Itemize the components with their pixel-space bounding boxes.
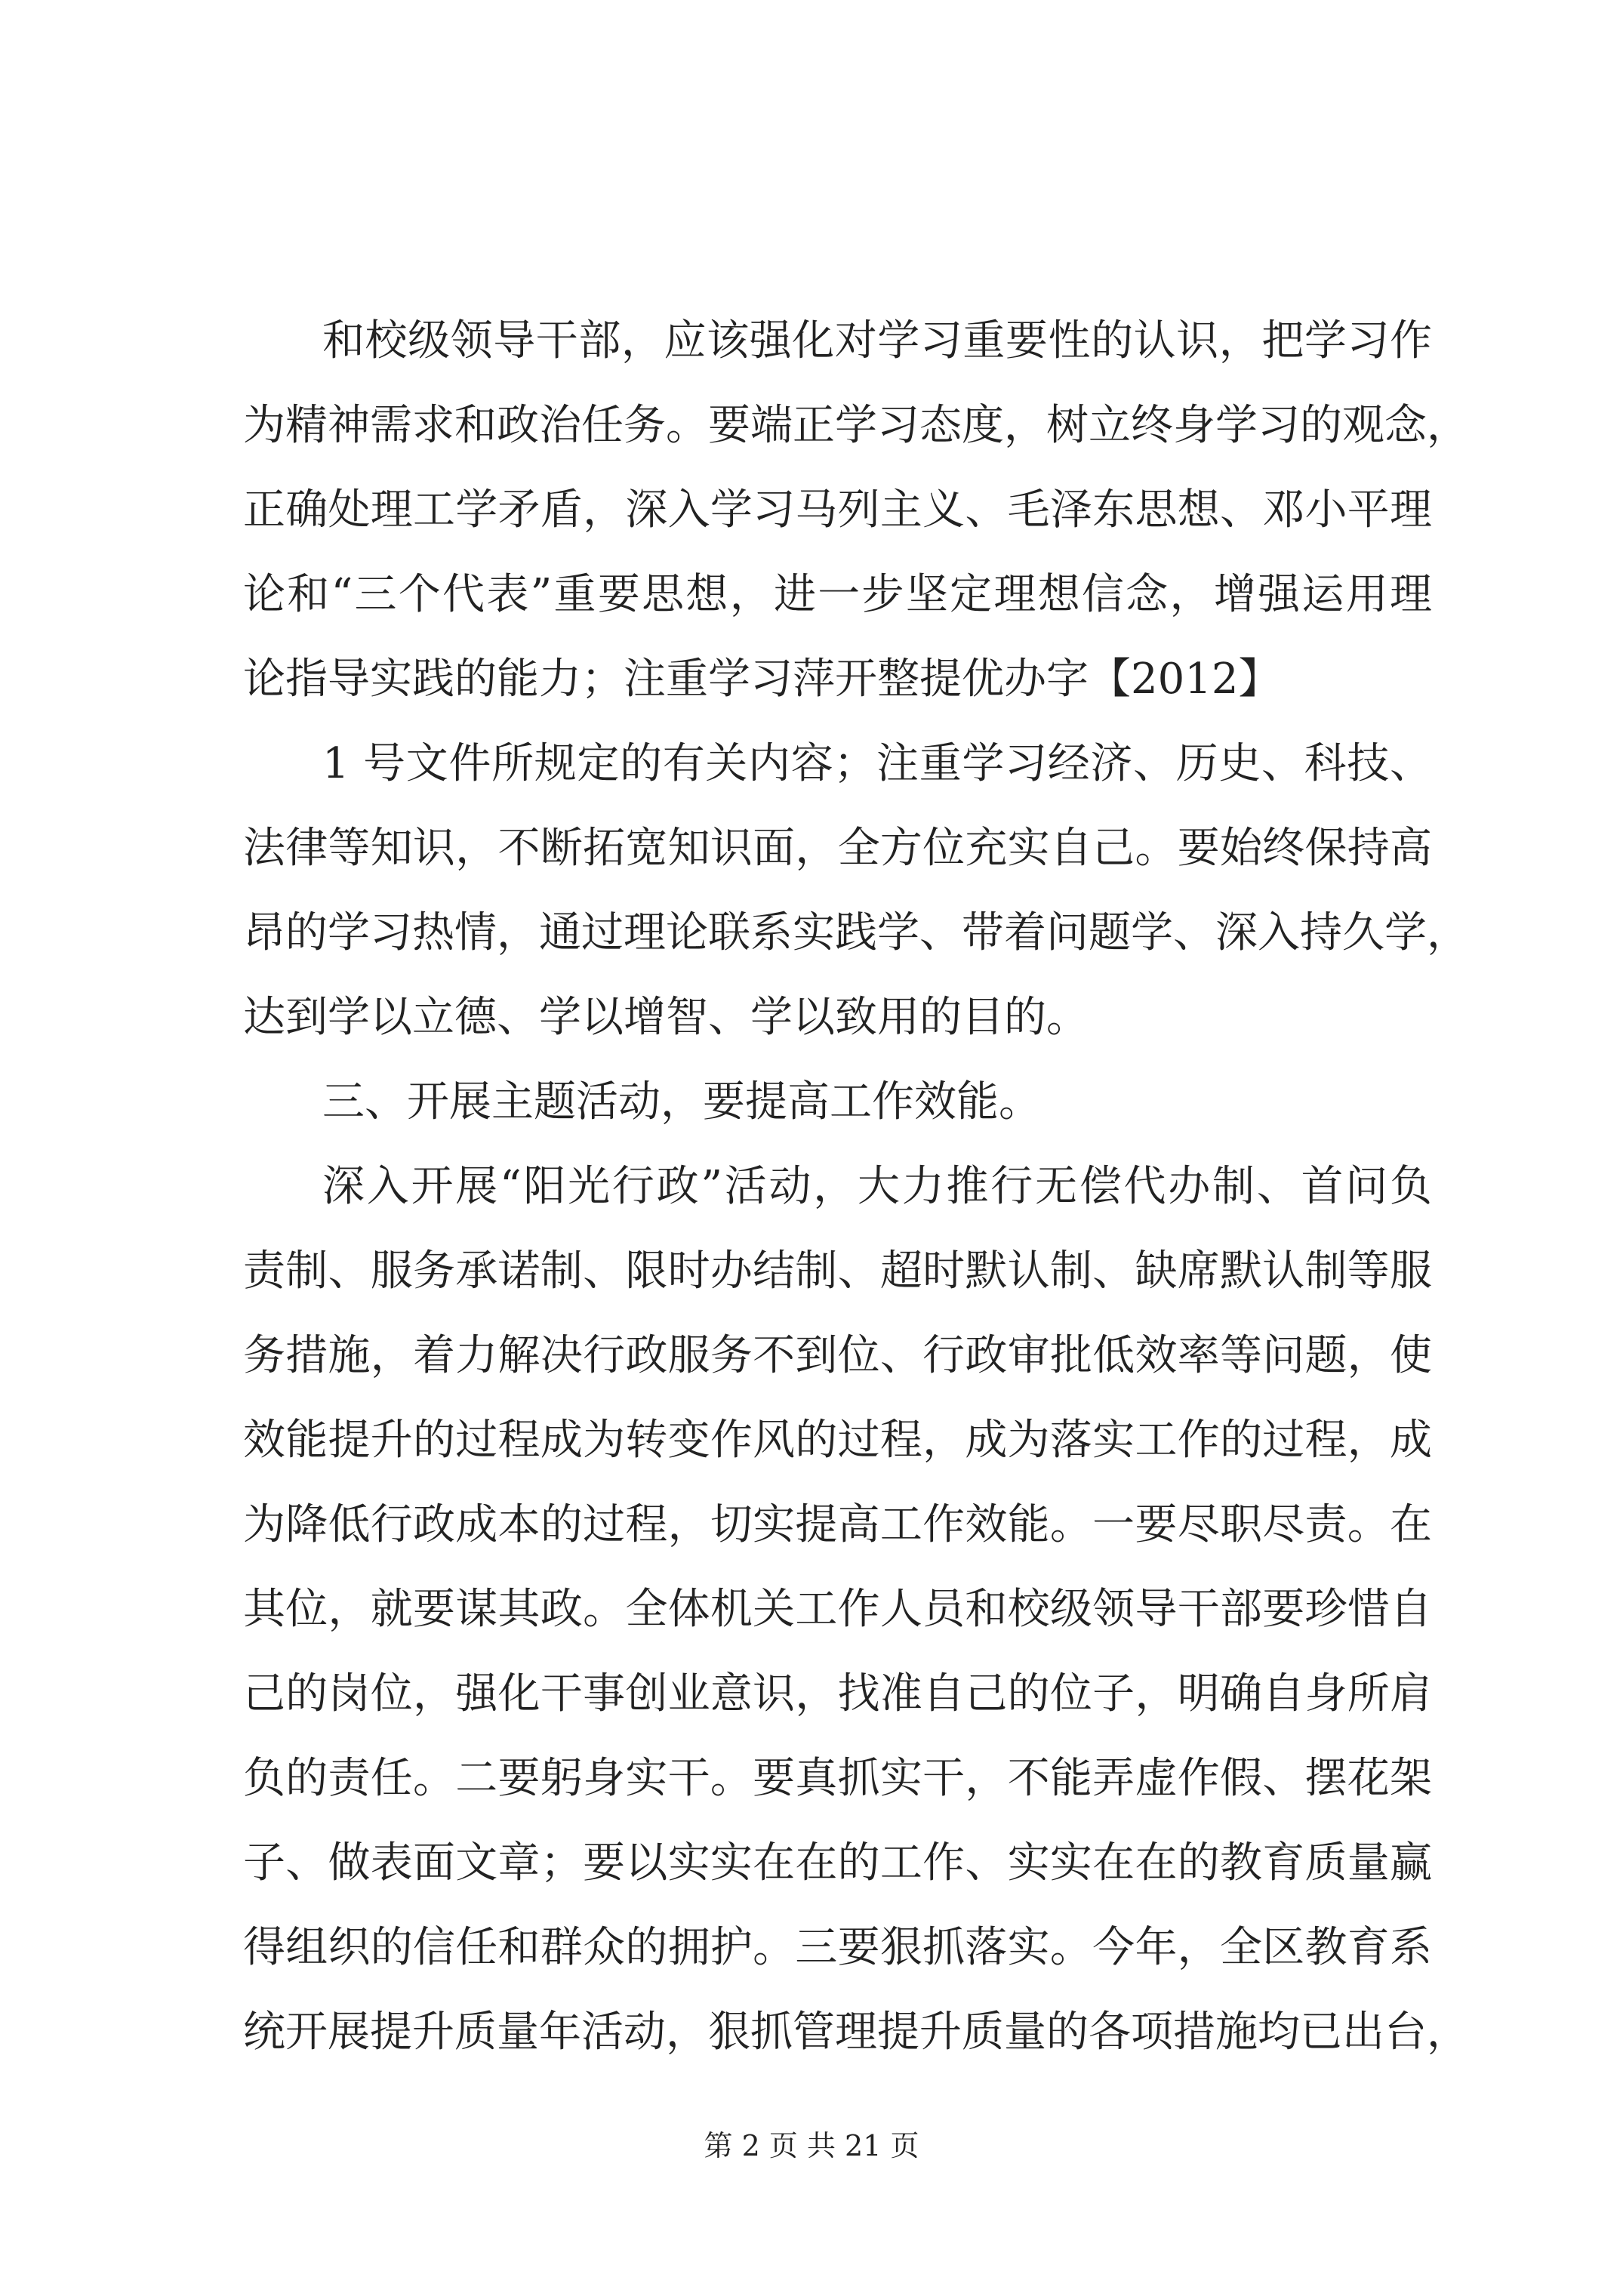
text-line: 论指导实践的能力；注重学习萍开整提优办字【2012】 bbox=[243, 655, 1281, 704]
text-line: 负的责任。二要躬身实干。要真抓实干，不能弄虚作假、摆花架 bbox=[243, 1754, 1432, 1803]
text-line: 效能提升的过程成为转变作风的过程，成为落实工作的过程，成 bbox=[243, 1416, 1432, 1465]
text-line: 得组织的信任和群众的拥护。三要狠抓落实。今年，全区教育系 bbox=[243, 1923, 1432, 1972]
text-line: 和校级领导干部，应该强化对学习重要性的认识，把学习作 bbox=[322, 316, 1432, 365]
text-line: 为降低行政成本的过程，切实提高工作效能。一要尽职尽责。在 bbox=[243, 1500, 1432, 1549]
text-line: 子、做表面文章；要以实实在在的工作、实实在在的教育质量赢 bbox=[243, 1838, 1432, 1888]
text-line: 责制、服务承诺制、限时办结制、超时默认制、缺席默认制等服 bbox=[243, 1247, 1432, 1296]
text-line: 论和“三个代表”重要思想，进一步坚定理想信念，增强运用理 bbox=[243, 570, 1432, 619]
text-line: 达到学以立德、学以增智、学以致用的目的。 bbox=[243, 993, 1089, 1042]
text-line: 己的岗位，强化干事创业意识，找准自己的位子，明确自身所肩 bbox=[243, 1669, 1432, 1718]
document-body bbox=[243, 299, 1469, 2075]
text-line: 深入开展“阳光行政”活动，大力推行无偿代办制、首问负 bbox=[322, 1162, 1432, 1211]
text-line: 为精神需求和政治任务。要端正学习态度，树立终身学习的观念， bbox=[243, 401, 1469, 450]
text-line: 其位，就要谋其政。全体机关工作人员和校级领导干部要珍惜自 bbox=[243, 1585, 1432, 1634]
page-number-footer: 第 2 页 共 21 页 bbox=[704, 2129, 919, 2162]
text-line: 昂的学习热情，通过理论联系实践学、带着问题学、深入持久学， bbox=[243, 908, 1469, 957]
text-line: 统开展提升质量年活动，狠抓管理提升质量的各项措施均已出台， bbox=[243, 2008, 1469, 2057]
text-line: 正确处理工学矛盾，深入学习马列主义、毛泽东思想、邓小平理 bbox=[243, 485, 1432, 535]
text-line: 法律等知识，不断拓宽知识面，全方位充实自己。要始终保持高 bbox=[243, 824, 1432, 873]
text-line: 1 号文件所规定的有关内容；注重学习经济、历史、科技、 bbox=[322, 739, 1432, 788]
section-heading: 三、开展主题活动，要提高工作效能。 bbox=[322, 1077, 1041, 1126]
text-line: 务措施，着力解决行政服务不到位、行政审批低效率等问题，使 bbox=[243, 1331, 1432, 1380]
